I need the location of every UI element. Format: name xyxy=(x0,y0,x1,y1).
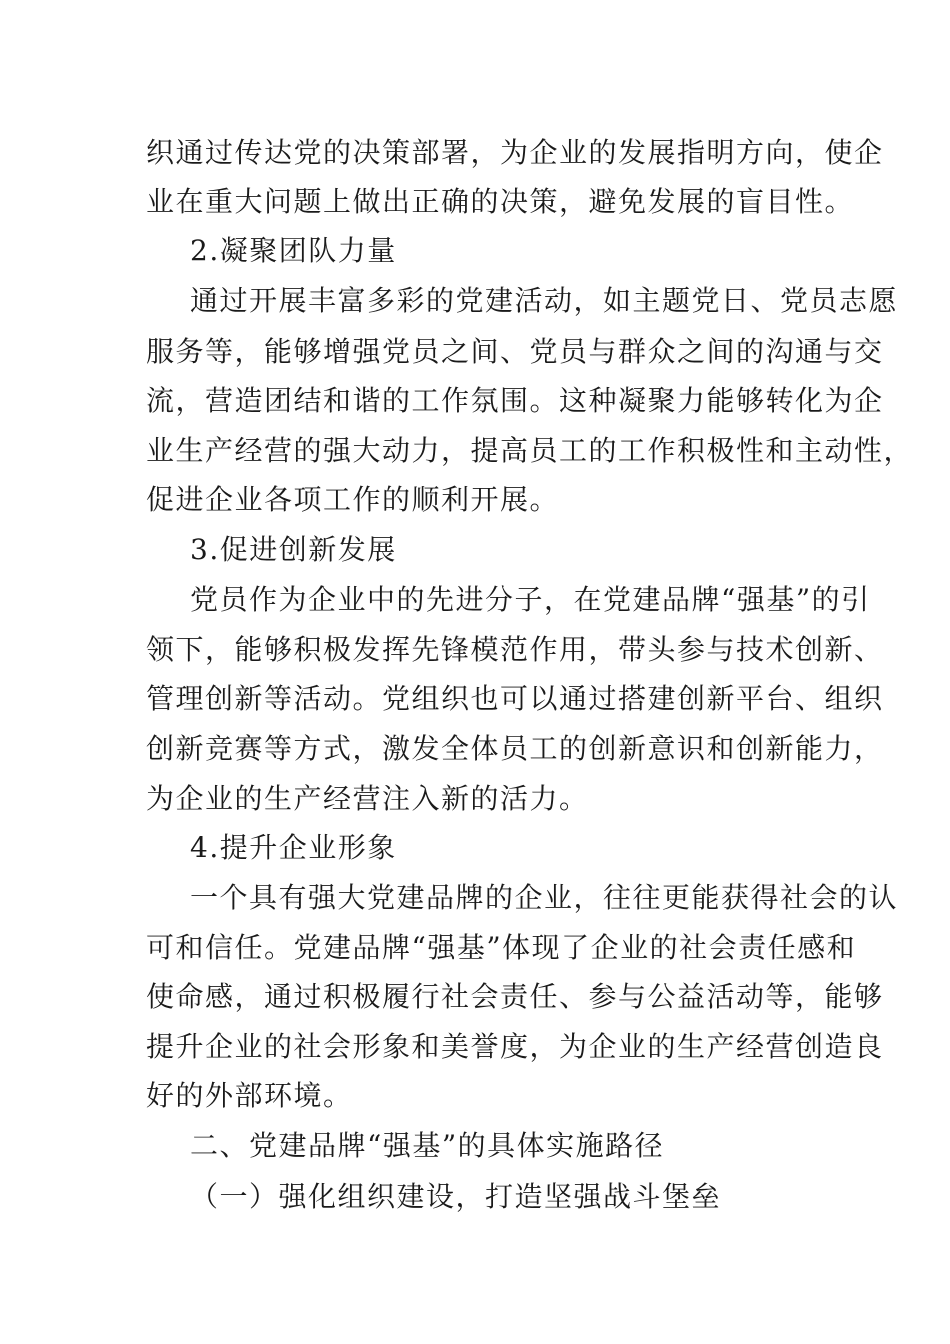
paragraph-line: 为企业的生产经营注入新的活力。 xyxy=(146,782,589,815)
paragraph-line: 使命感，通过积极履行社会责任、参与公益活动等，能够 xyxy=(146,980,884,1013)
chapter-heading: 二、党建品牌“强基”的具体实施路径 xyxy=(190,1129,665,1162)
paragraph-line: 提升企业的社会形象和美誉度，为企业的生产经营创造良 xyxy=(146,1030,884,1063)
paragraph-line: 管理创新等活动。党组织也可以通过搭建创新平台、组织 xyxy=(146,682,884,715)
paragraph-line: 创新竞赛等方式，激发全体员工的创新意识和创新能力， xyxy=(146,732,884,765)
section-heading-2: 2.凝聚团队力量 xyxy=(190,234,397,267)
paragraph-line: 流，营造团结和谐的工作氛围。这种凝聚力能够转化为企 xyxy=(146,384,884,417)
paragraph-line: 可和信任。党建品牌“强基”体现了企业的社会责任感和 xyxy=(146,931,857,964)
paragraph-line: 通过开展丰富多彩的党建活动，如主题党日、党员志愿 xyxy=(190,284,899,317)
paragraph-line: 一个具有强大党建品牌的企业，往往更能获得社会的认 xyxy=(190,881,899,914)
section-heading-3: 3.促进创新发展 xyxy=(190,533,397,566)
paragraph-line: 好的外部环境。 xyxy=(146,1079,353,1112)
subsection-heading: （一）强化组织建设，打造坚强战斗堡垒 xyxy=(190,1180,722,1213)
section-heading-4: 4.提升企业形象 xyxy=(190,831,397,864)
paragraph-line: 领下，能够积极发挥先锋模范作用，带头参与技术创新、 xyxy=(146,633,884,666)
paragraph-line: 业生产经营的强大动力，提高员工的工作积极性和主动性， xyxy=(146,434,914,467)
paragraph-line: 党员作为企业中的先进分子，在党建品牌“强基”的引 xyxy=(190,583,871,616)
paragraph-line: 业在重大问题上做出正确的决策，避免发展的盲目性。 xyxy=(146,185,855,218)
paragraph-line: 促进企业各项工作的顺利开展。 xyxy=(146,483,560,516)
paragraph-line: 织通过传达党的决策部署，为企业的发展指明方向，使企 xyxy=(146,136,884,169)
paragraph-line: 服务等，能够增强党员之间、党员与群众之间的沟通与交 xyxy=(146,335,884,368)
